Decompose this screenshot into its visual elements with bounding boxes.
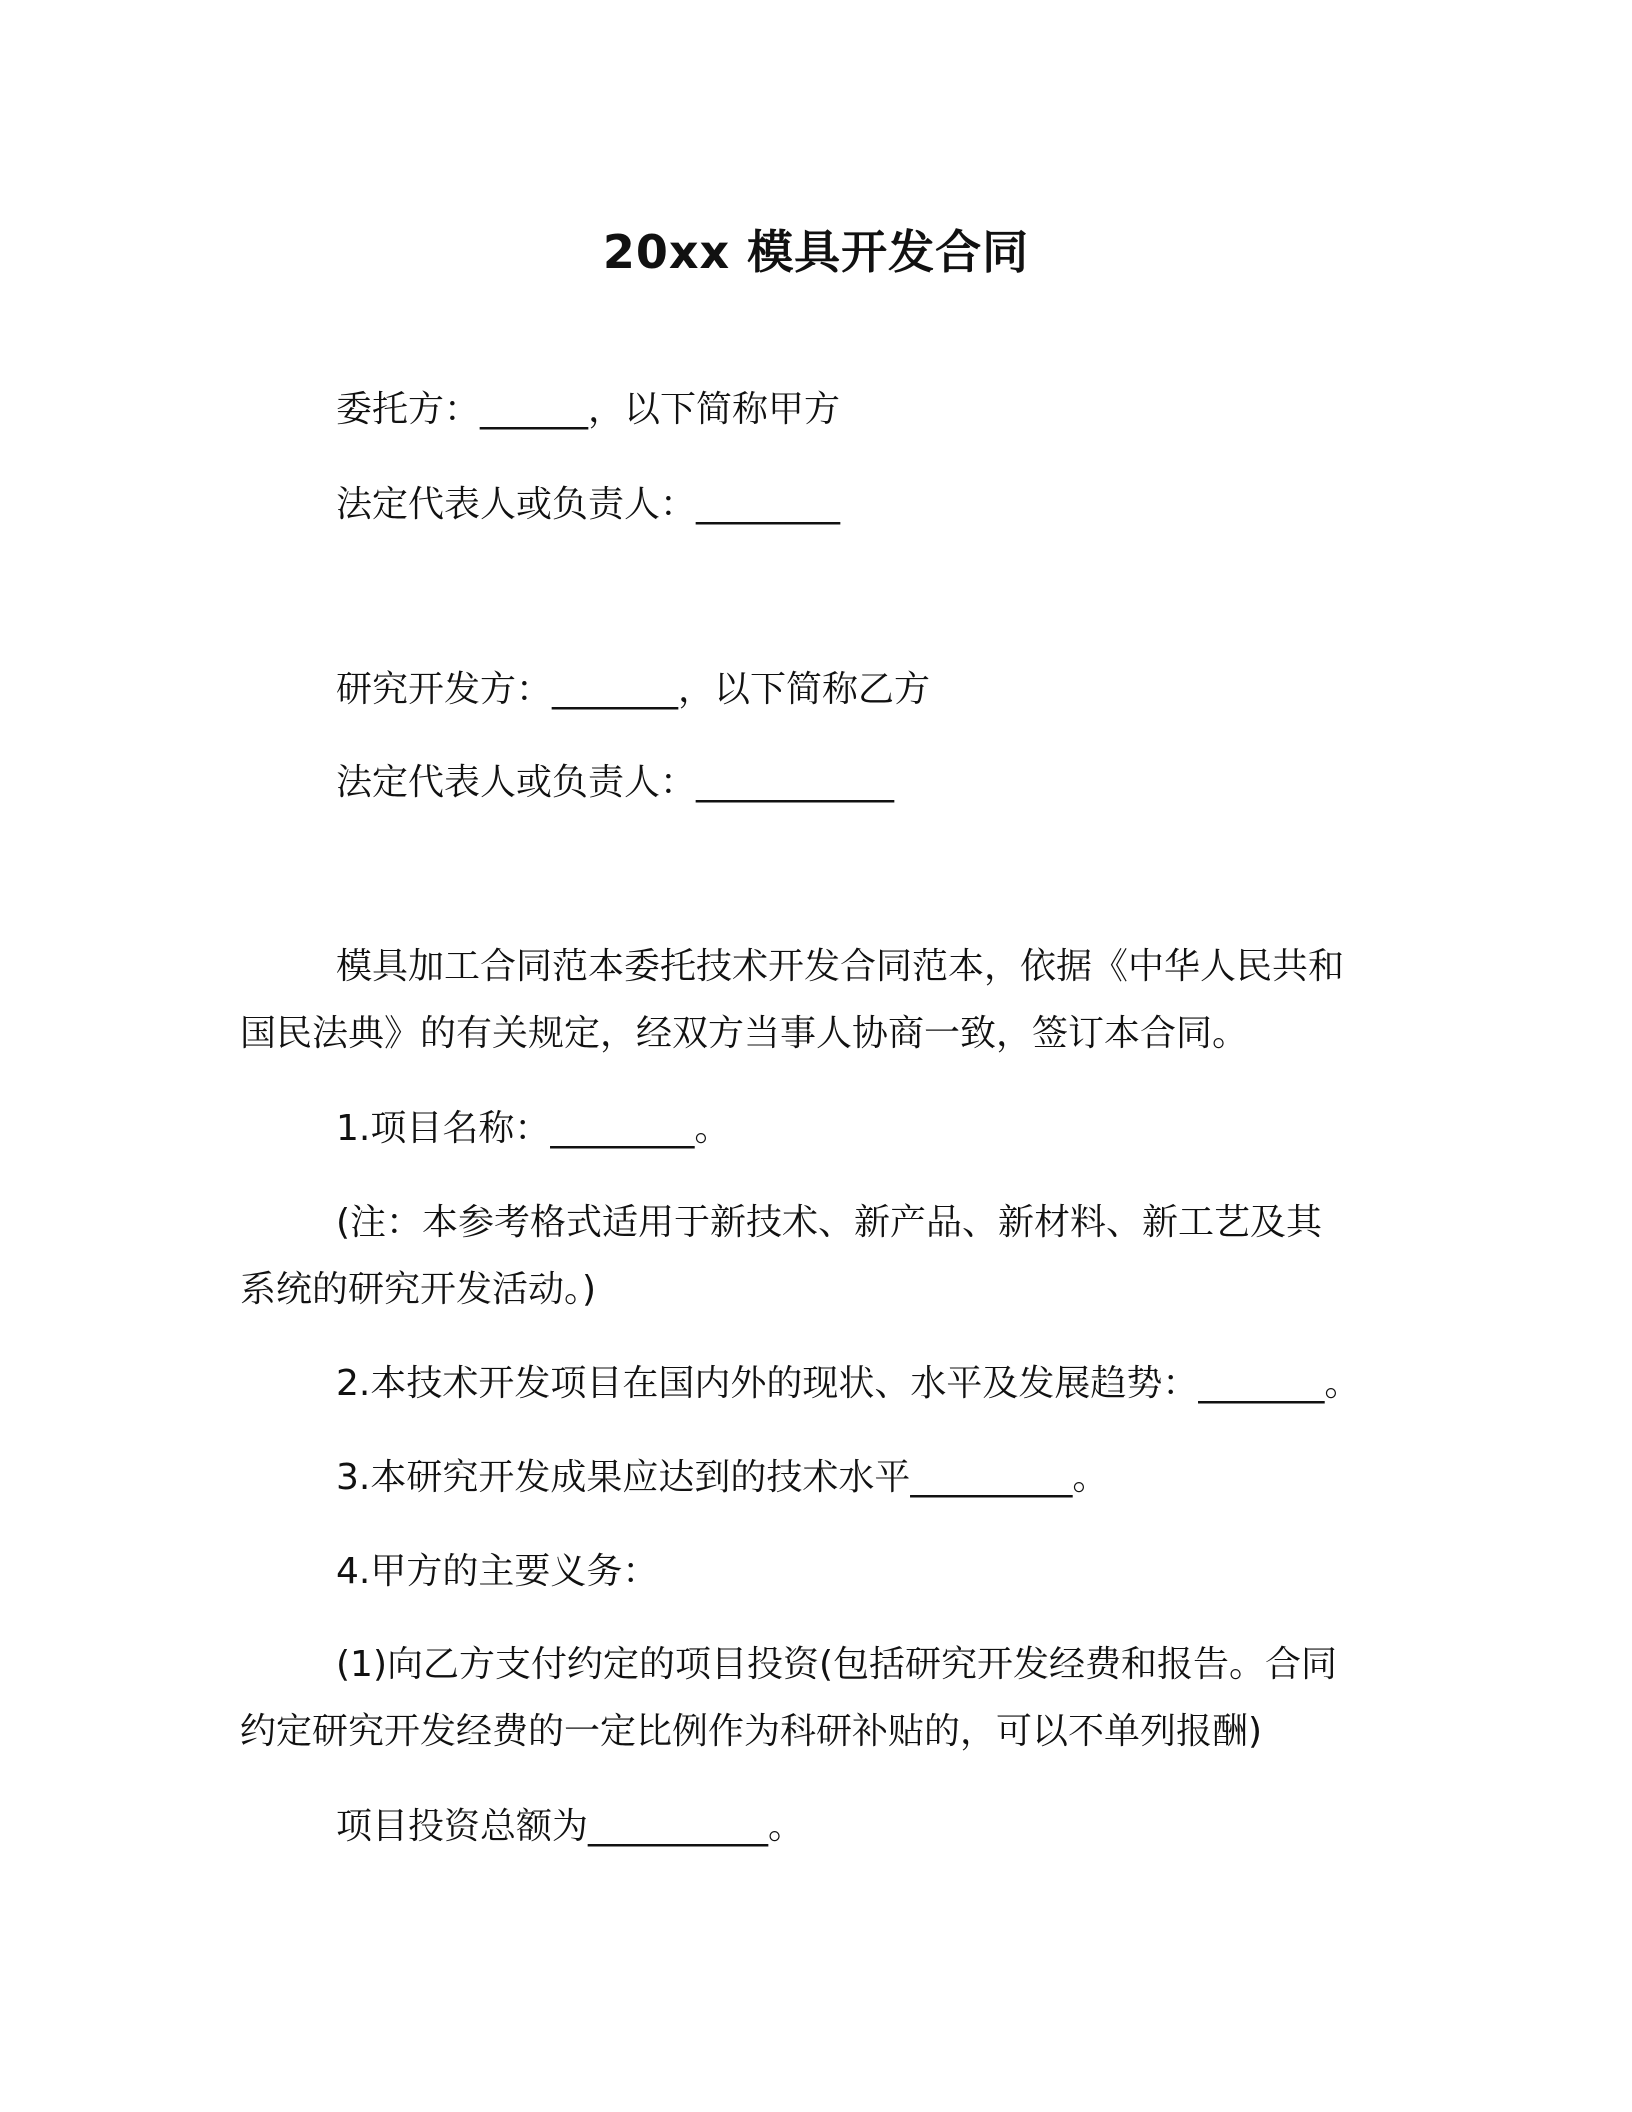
- preamble-line-1: 模具加工合同范本委托技术开发合同范本，依据《中华人民共和: [336, 946, 1345, 987]
- document-title: 20xx 模具开发合同: [602, 225, 1030, 279]
- note-line-2: 系统的研究开发活动。): [240, 1269, 597, 1310]
- obligation-1-line-1: (1)向乙方支付约定的项目投资(包括研究开发经费和报告。合同: [336, 1644, 1338, 1685]
- total-investment-line: 项目投资总额为__________。: [336, 1806, 805, 1847]
- item-1-project-name: 1.项目名称：________。: [336, 1108, 731, 1149]
- note-line-1: (注：本参考格式适用于新技术、新产品、新材料、新工艺及其: [336, 1202, 1323, 1243]
- item-2-status: 2.本技术开发项目在国内外的现状、水平及发展趋势：_______。: [336, 1363, 1361, 1404]
- client-party-line: 委托方：______，以下简称甲方: [336, 389, 841, 430]
- item-3-technical-level: 3.本研究开发成果应达到的技术水平_________。: [336, 1457, 1109, 1498]
- preamble-line-2: 国民法典》的有关规定，经双方当事人协商一致，签订本合同。: [240, 1013, 1249, 1054]
- item-4-client-obligations: 4.甲方的主要义务：: [336, 1551, 659, 1592]
- obligation-1-line-2: 约定研究开发经费的一定比例作为科研补贴的，可以不单列报酬): [240, 1711, 1263, 1752]
- developer-representative-line: 法定代表人或负责人：___________: [336, 762, 895, 803]
- developer-party-line: 研究开发方：_______，以下简称乙方: [336, 669, 931, 710]
- client-representative-line: 法定代表人或负责人：________: [336, 484, 841, 525]
